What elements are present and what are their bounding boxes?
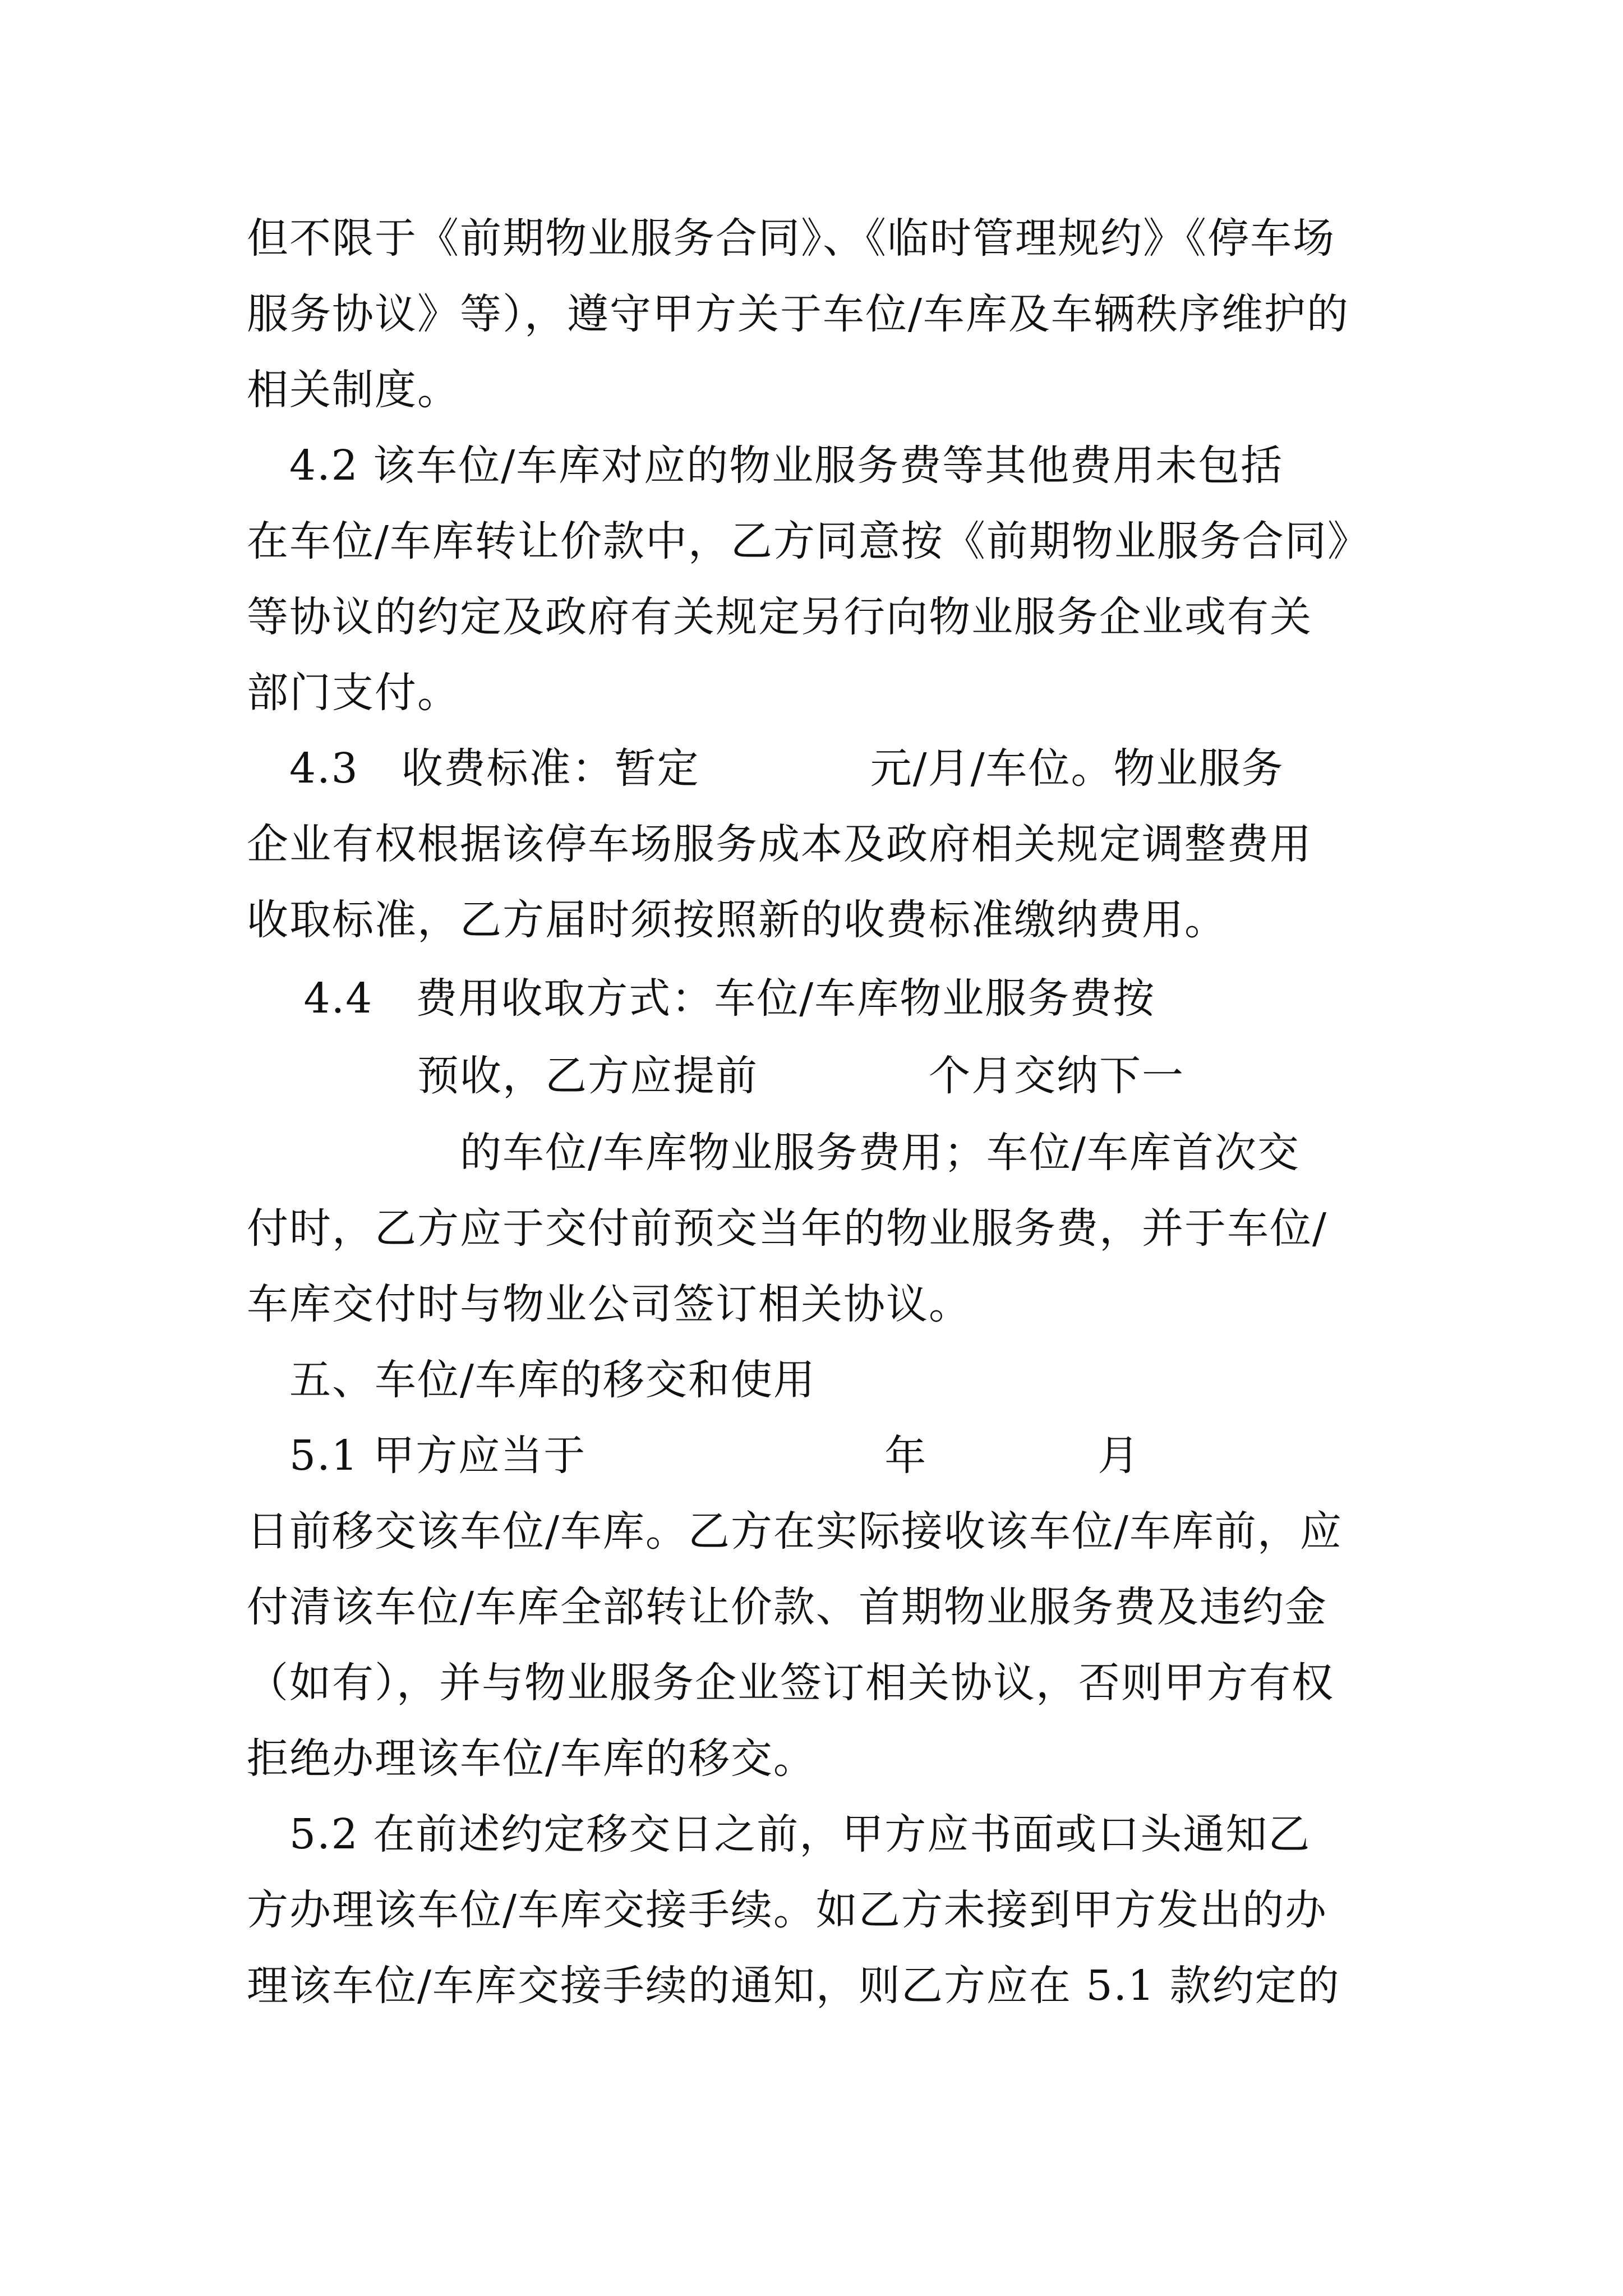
text-line: 4.2 该车位/车库对应的物业服务费等其他费用未包括 <box>247 441 1284 490</box>
text-line: 预收，乙方应提前 个月交纳下一 <box>247 1052 1184 1100</box>
text-line: 服务协议》等），遵守甲方关于车位/车库及车辆秩序维护的 <box>247 290 1349 338</box>
text-line: 4.3 收费标准：暂定 元/月/车位。物业服务 <box>247 744 1284 793</box>
text-line: 5.1 甲方应当于 年 月 <box>247 1432 1141 1480</box>
text-line: 但不限于《前期物业服务合同》、《临时管理规约》《停车场 <box>247 214 1335 263</box>
text-line: 等协议的约定及政府有关规定另行向物业服务企业或有关 <box>247 593 1312 641</box>
text-line: 的车位/车库物业服务费用；车位/车库首次交 <box>247 1129 1300 1177</box>
text-line: 车库交付时与物业公司签订相关协议。 <box>247 1280 971 1328</box>
text-line: 付时，乙方应于交付前预交当年的物业服务费，并于车位/ <box>247 1204 1327 1253</box>
text-line: 在车位/车库转让价款中，乙方同意按《前期物业服务合同》 <box>247 517 1370 565</box>
text-line: 4.4 费用收取方式：车位/车库物业服务费按 <box>247 974 1156 1023</box>
text-line: 部门支付。 <box>247 669 460 717</box>
text-line: 企业有权根据该停车场服务成本及政府相关规定调整费用 <box>247 820 1312 868</box>
text-line: 相关制度。 <box>247 366 460 414</box>
section-heading: 五、车位/车库的移交和使用 <box>247 1356 816 1404</box>
text-line: 收取标准，乙方届时须按照新的收费标准缴纳费用。 <box>247 896 1227 944</box>
text-line: 方办理该车位/车库交接手续。如乙方未接到甲方发出的办 <box>247 1886 1327 1934</box>
text-line: 拒绝办理该车位/车库的移交。 <box>247 1734 816 1783</box>
text-line: （如有），并与物业服务企业签订相关协议，否则甲方有权 <box>247 1659 1334 1707</box>
text-line: 日前移交该车位/车库。乙方在实际接收该车位/车库前，应 <box>247 1507 1343 1556</box>
text-line: 付清该车位/车库全部转让价款、首期物业服务费及违约金 <box>247 1583 1327 1631</box>
text-line: 理该车位/车库交接手续的通知，则乙方应在 5.1 款约定的 <box>247 1962 1340 2010</box>
text-line: 5.2 在前述约定移交日之前，甲方应书面或口头通知乙 <box>247 1810 1311 1858</box>
